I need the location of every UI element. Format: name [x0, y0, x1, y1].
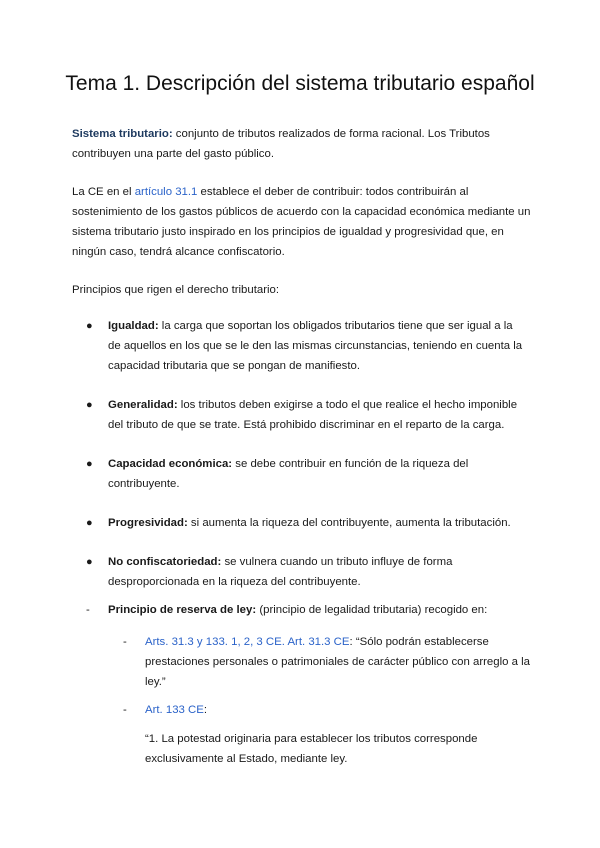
dash-marker: - [123, 704, 127, 716]
bullet-icon: ● [86, 399, 93, 411]
principle-term: Igualdad: [108, 320, 159, 332]
principle-term: Capacidad económica: [108, 458, 233, 470]
article-31-1-link[interactable]: artículo 31.1 [134, 186, 198, 198]
principles-intro: Principios que rigen el derecho tributario: [72, 284, 280, 296]
principle-text: se debe contribuir en función de la riqueza del contribuyente. [108, 458, 469, 490]
principle-term: No confiscatoriedad: [108, 556, 222, 568]
paragraph-constitution [72, 182, 532, 262]
bullet-icon: ● [86, 320, 93, 332]
principle-text: la carga que soportan los obligados tributarios tiene que ser igual a la de aquellos en los que se le den las mismas circunstancias, teniendo en cuenta la capacidad tributaria que se pongan de manifiesto. [108, 320, 523, 372]
principle-term: Progresividad: [108, 517, 188, 529]
list-item [86, 454, 528, 494]
list-item [86, 395, 528, 435]
bullet-icon: ● [86, 517, 93, 529]
bullet-icon: ● [86, 458, 93, 470]
principle-term: Generalidad: [108, 399, 178, 411]
sub-item-text: : “Sólo podrán establecerse prestaciones personales o patrimoniales de carácter público con arreglo a la ley.” [145, 636, 530, 688]
reserva-text: (principio de legalidad tributaria) recogido en: [256, 604, 488, 616]
dash-marker: - [86, 604, 90, 616]
arts-31-133-link[interactable]: Arts. 31.3 y 133. 1, 2, 3 CE. Art. 31.3 CE [145, 636, 350, 648]
definition-text: conjunto de tributos realizados de forma racional. Los Tributos contribuyen una parte del gasto público. [72, 128, 490, 160]
art-133-link[interactable]: Art. 133 CE [145, 704, 204, 716]
constitution-text-post: establece el deber de contribuir: todos contribuirán al sostenimiento de los gastos públicos de acuerdo con la capacidad económica mediante un sistema tributario justo inspirado en los principios de igualdad y progresividad que, en ningún caso, tendrá alcance confiscatorio. [72, 186, 531, 258]
page-title: Tema 1. Descripción del sistema tributario español [65, 72, 535, 95]
principles-list [86, 316, 528, 611]
paragraph-definition [72, 124, 532, 164]
principle-text: si aumenta la riqueza del contribuyente, aumenta la tributación. [187, 517, 511, 529]
list-item [86, 552, 528, 592]
art-133-quote: “1. La potestad originaria para establecer los tributos corresponde exclusivamente al Estado, mediante ley. [145, 733, 478, 765]
constitution-text-pre: La CE en el [72, 186, 135, 198]
bullet-icon: ● [86, 556, 93, 568]
reserva-term: Principio de reserva de ley: [108, 604, 257, 616]
definition-term: Sistema tributario: [72, 128, 173, 140]
dash-marker: - [123, 636, 127, 648]
sub-item-text: : [203, 704, 208, 716]
list-item [86, 316, 528, 376]
sub-item-arts-31-133 [123, 632, 550, 692]
principle-text: se vulnera cuando un tributo influye de forma desproporcionada en la riqueza del contribuyente. [108, 556, 453, 588]
sub-item-art-133 [123, 700, 550, 720]
list-item [86, 513, 528, 533]
principle-text: los tributos deben exigirse a todo el que realice el hecho imponible del tributo de que se trate. Está prohibido discriminar en el reparto de la carga. [108, 399, 518, 431]
reserva-de-ley-item [86, 600, 550, 620]
